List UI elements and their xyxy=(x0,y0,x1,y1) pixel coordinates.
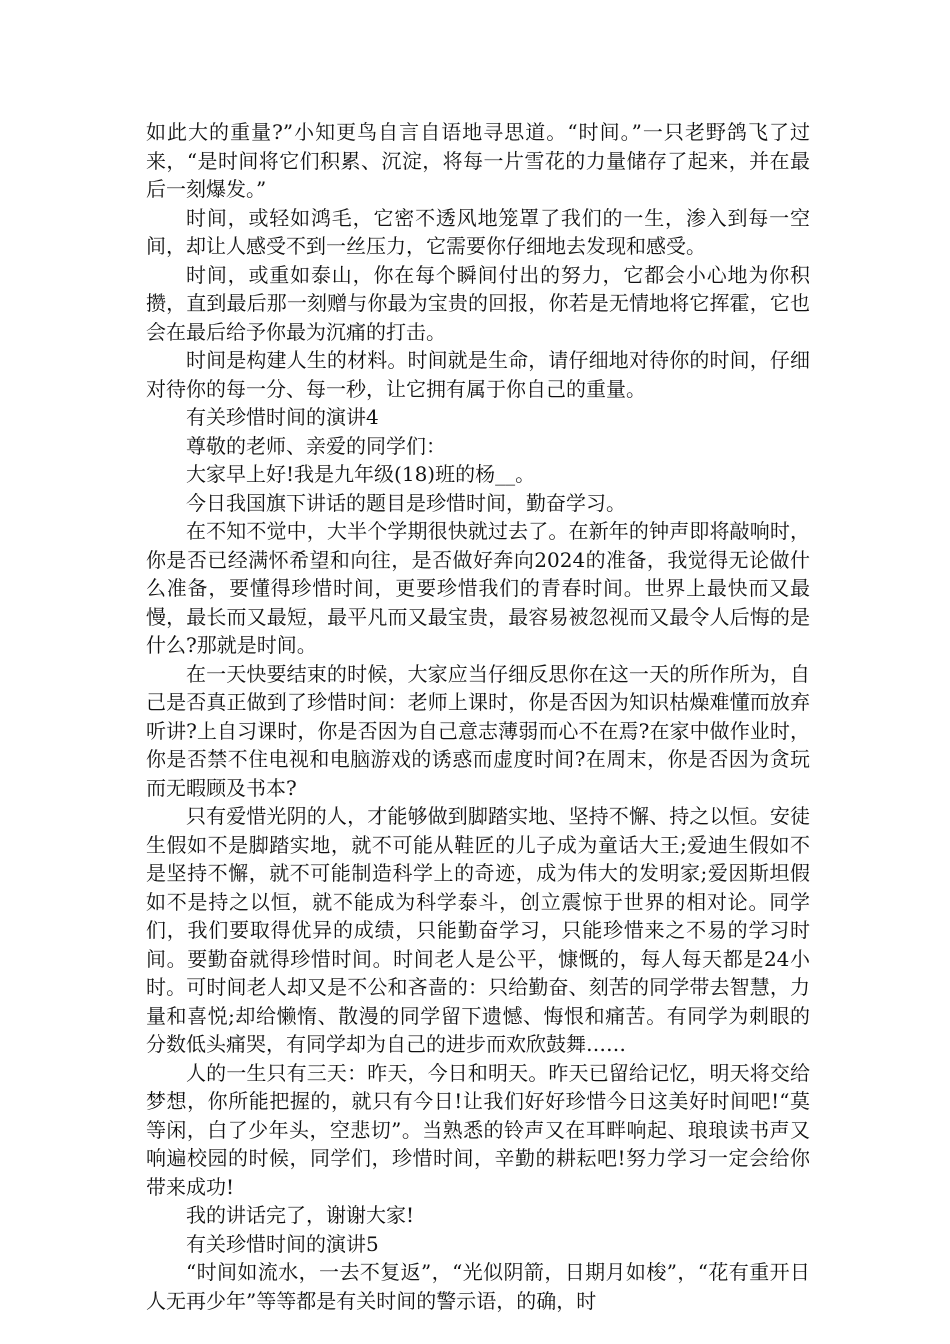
paragraph: 在不知不觉中，大半个学期很快就过去了。在新年的钟声即将敲响时，你是否已经满怀希望和向往，是否做好奔向2024的准备，我觉得无论做什么准备，要懂得珍惜时间，更要珍惜我们的青春时间。世界上最快而又最慢，最长而又最短，最平凡而又最宝贵，最容易被忽视而又最令人后悔的是什么?那就是时间。 xyxy=(146,519,810,657)
document-body xyxy=(146,118,810,1315)
paragraph: 时间，或重如泰山，你在每个瞬间付出的努力，它都会小心地为你积攒，直到最后那一刻赠与你最为宝贵的回报，你若是无情地将它挥霍，它也会在最后给予你最为沉痛的打击。 xyxy=(146,262,810,344)
section-heading: 有关珍惜时间的演讲4 xyxy=(186,405,379,429)
section-heading: 有关珍惜时间的演讲5 xyxy=(186,1231,379,1256)
paragraph: 时间是构建人生的材料。时间就是生命，请仔细地对待你的时间，仔细对待你的每一分、每一秒，让它拥有属于你自己的重量。 xyxy=(146,348,810,401)
paragraph: “时间如流水，一去不复返”，“光似阴箭，日期月如梭”，“花有重开日人无再少年”等等都是有关时间的警示语，的确，时 xyxy=(146,1260,810,1313)
greeting: 大家早上好!我是九年级(18)班的杨__。 xyxy=(186,462,536,486)
paragraph: 人的一生只有三天：昨天，今日和明天。昨天已留给记忆，明天将交给梦想，你所能把握的，就只有今日!让我们好好珍惜今日这美好时间吧!“莫等闲，白了少年头，空悲切”。当熟悉的铃声又在耳畔响起、琅琅读书声又响遍校园的时候，同学们，珍惜时间，辛勤的耕耘吧!努力学习一定会给你带来成功! xyxy=(146,1060,810,1199)
paragraph: 只有爱惜光阴的人，才能够做到脚踏实地、坚持不懈、持之以恒。安徒生假如不是脚踏实地，就不可能从鞋匠的儿子成为童话大王;爱迪生假如不是坚持不懈，就不可能制造科学上的奇迹，成为伟大的发明家;爱因斯坦假如不是持之以恒，就不能成为科学泰斗，创立震惊于世界的相对论。同学们，我们要取得优异的成绩，只能勤奋学习，只能珍惜来之不易的学习时间。要勤奋就得珍惜时间。时间老人是公平，慷慨的，每人每天都是24小时。可时间老人却又是不公和吝啬的：只给勤奋、刻苦的同学带去智慧，力量和喜悦;却给懒惰、散漫的同学留下遗憾、悔恨和痛苦。有同学为刺眼的分数低头痛哭，有同学却为自己的进步而欢欣鼓舞…… xyxy=(146,804,810,1056)
paragraph: 今日我国旗下讲话的题目是珍惜时间，勤奋学习。 xyxy=(186,490,626,515)
salutation: 尊敬的老师、亲爱的同学们： xyxy=(186,433,446,458)
closing-line: 我的讲话完了，谢谢大家! xyxy=(186,1203,415,1227)
paragraph: 在一天快要结束的时候，大家应当仔细反思你在这一天的所作所为，自己是否真正做到了珍惜时间：老师上课时，你是否因为知识枯燥难懂而放弃听讲?上自习课时，你是否因为自己意志薄弱而心不在焉?在家中做作业时，你是否禁不住电视和电脑游戏的诱惑而虚度时间?在周末，你是否因为贪玩而无暇顾及书本? xyxy=(146,661,810,800)
paragraph: 如此大的重量?”小知更鸟自言自语地寻思道。“时间。”一只老野鸽飞了过来，“是时间将它们积累、沉淀，将每一片雪花的力量储存了起来，并在最后一刻爆发。” xyxy=(146,120,810,201)
paragraph: 时间，或轻如鸿毛，它密不透风地笼罩了我们的一生，渗入到每一空间，却让人感受不到一丝压力，它需要你仔细地去发现和感受。 xyxy=(146,205,810,258)
